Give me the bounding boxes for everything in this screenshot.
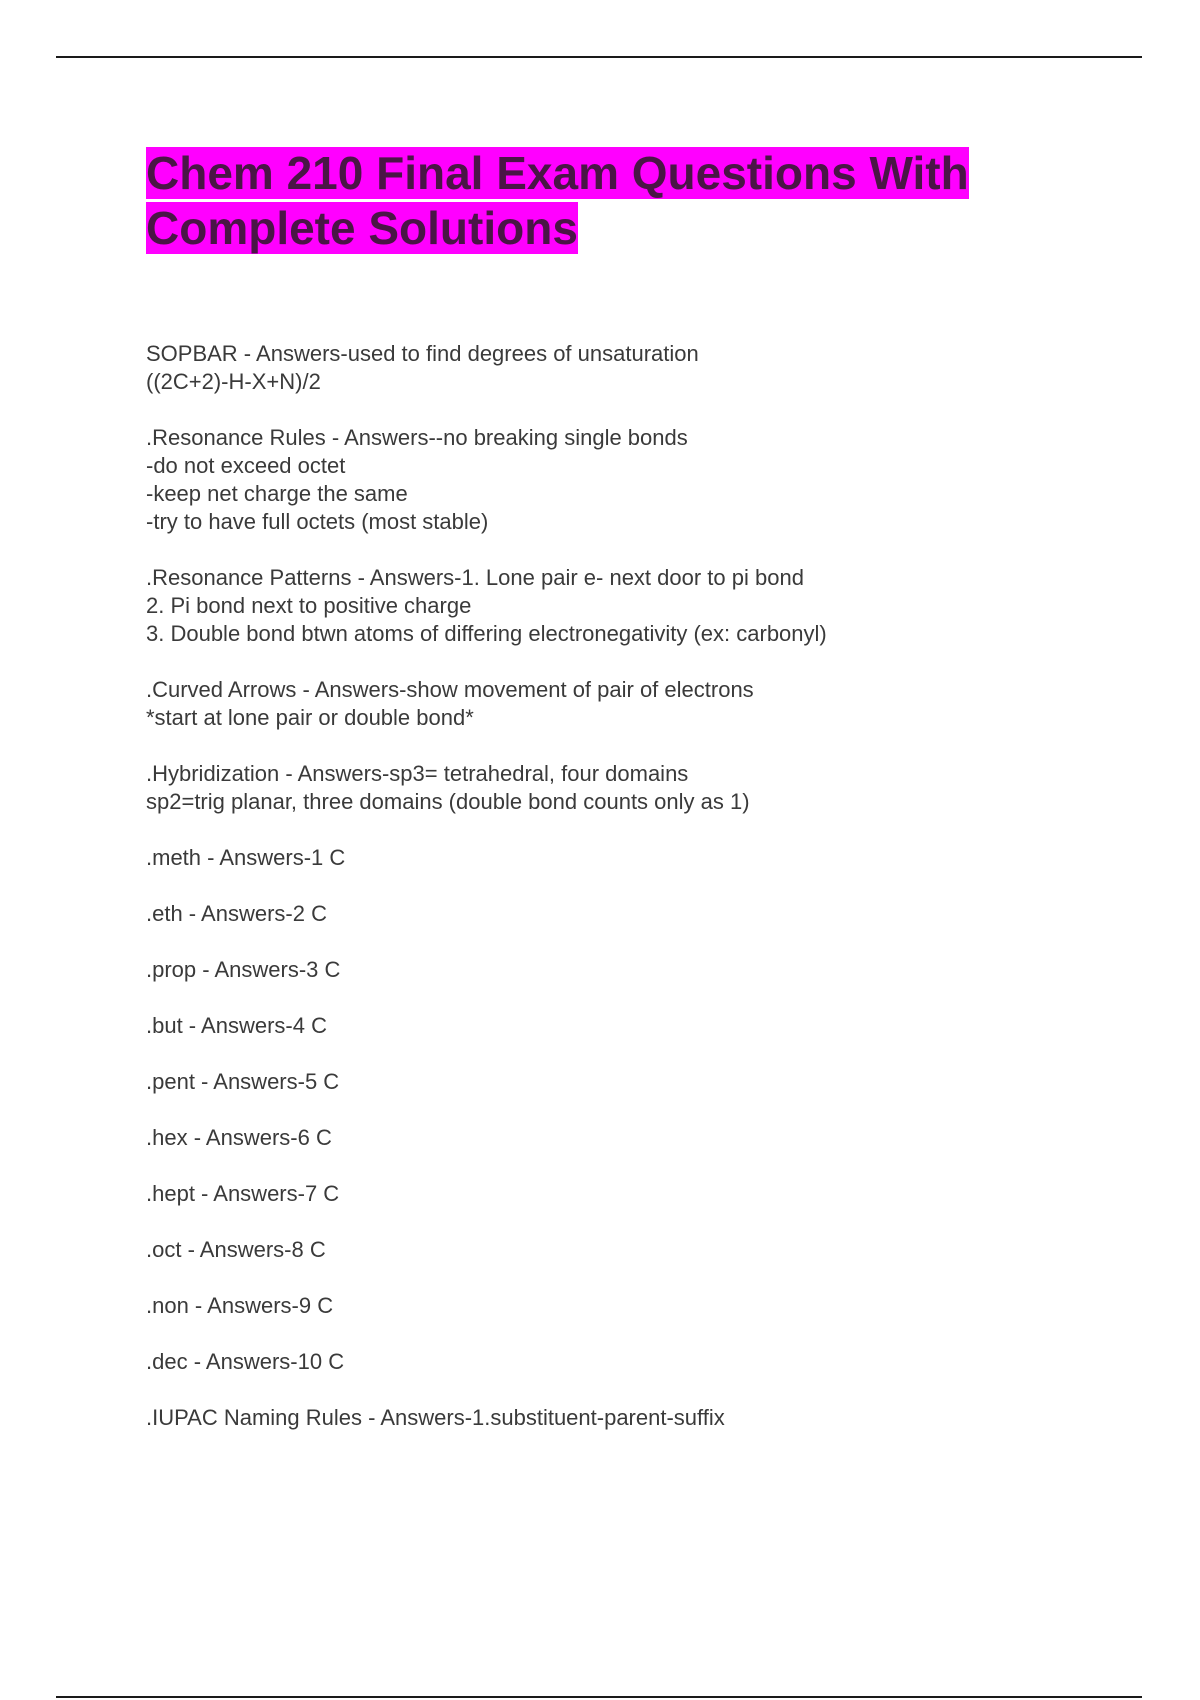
qa-entry — [146, 340, 1106, 396]
qa-entry — [146, 1012, 1106, 1040]
bottom-rule — [56, 1696, 1142, 1698]
qa-entry — [146, 1068, 1106, 1096]
qa-answer-line: sp2=trig planar, three domains (double bond counts only as 1) — [146, 789, 750, 814]
qa-entry — [146, 1348, 1106, 1376]
qa-answer-line: 2. Pi bond next to positive charge — [146, 593, 472, 618]
qa-entry — [146, 424, 1106, 536]
title-line-2: Complete Solutions — [146, 202, 578, 254]
qa-question-line: .meth - Answers-1 C — [146, 845, 346, 870]
qa-entry — [146, 1124, 1106, 1152]
qa-entry — [146, 564, 1106, 648]
title-line-1: Chem 210 Final Exam Questions With — [146, 147, 969, 199]
qa-question-line: .non - Answers-9 C — [146, 1293, 334, 1318]
top-rule — [56, 56, 1142, 58]
qa-entry — [146, 1404, 1106, 1432]
qa-entry — [146, 1180, 1106, 1208]
qa-answer-line: -try to have full octets (most stable) — [146, 509, 489, 534]
qa-entry — [146, 844, 1106, 872]
qa-question-line: .hex - Answers-6 C — [146, 1125, 332, 1150]
qa-entry — [146, 1292, 1106, 1320]
qa-question-line: .Curved Arrows - Answers-show movement of pair of electrons — [146, 677, 754, 702]
qa-question-line: .but - Answers-4 C — [146, 1013, 327, 1038]
qa-entry — [146, 956, 1106, 984]
qa-question-line: .pent - Answers-5 C — [146, 1069, 340, 1094]
qa-question-line: .eth - Answers-2 C — [146, 901, 327, 926]
qa-question-line: .Resonance Rules - Answers--no breaking single bonds — [146, 425, 688, 450]
qa-question-line: .IUPAC Naming Rules - Answers-1.substituent-parent-suffix — [146, 1405, 725, 1430]
qa-list — [146, 340, 1106, 1460]
qa-entry — [146, 760, 1106, 816]
qa-question-line: SOPBAR - Answers-used to find degrees of unsaturation — [146, 341, 699, 366]
qa-question-line: .oct - Answers-8 C — [146, 1237, 326, 1262]
qa-answer-line: -do not exceed octet — [146, 453, 346, 478]
qa-answer-line: 3. Double bond btwn atoms of differing electronegativity (ex: carbonyl) — [146, 621, 827, 646]
qa-question-line: .hept - Answers-7 C — [146, 1181, 340, 1206]
page-title — [146, 146, 1046, 256]
qa-question-line: .dec - Answers-10 C — [146, 1349, 345, 1374]
qa-answer-line: ((2C+2)-H-X+N)/2 — [146, 369, 321, 394]
qa-answer-line: *start at lone pair or double bond* — [146, 705, 474, 730]
qa-question-line: .prop - Answers-3 C — [146, 957, 341, 982]
qa-entry — [146, 676, 1106, 732]
qa-answer-line: -keep net charge the same — [146, 481, 408, 506]
qa-entry — [146, 900, 1106, 928]
qa-question-line: .Hybridization - Answers-sp3= tetrahedral, four domains — [146, 761, 689, 786]
qa-question-line: .Resonance Patterns - Answers-1. Lone pair e- next door to pi bond — [146, 565, 804, 590]
qa-entry — [146, 1236, 1106, 1264]
